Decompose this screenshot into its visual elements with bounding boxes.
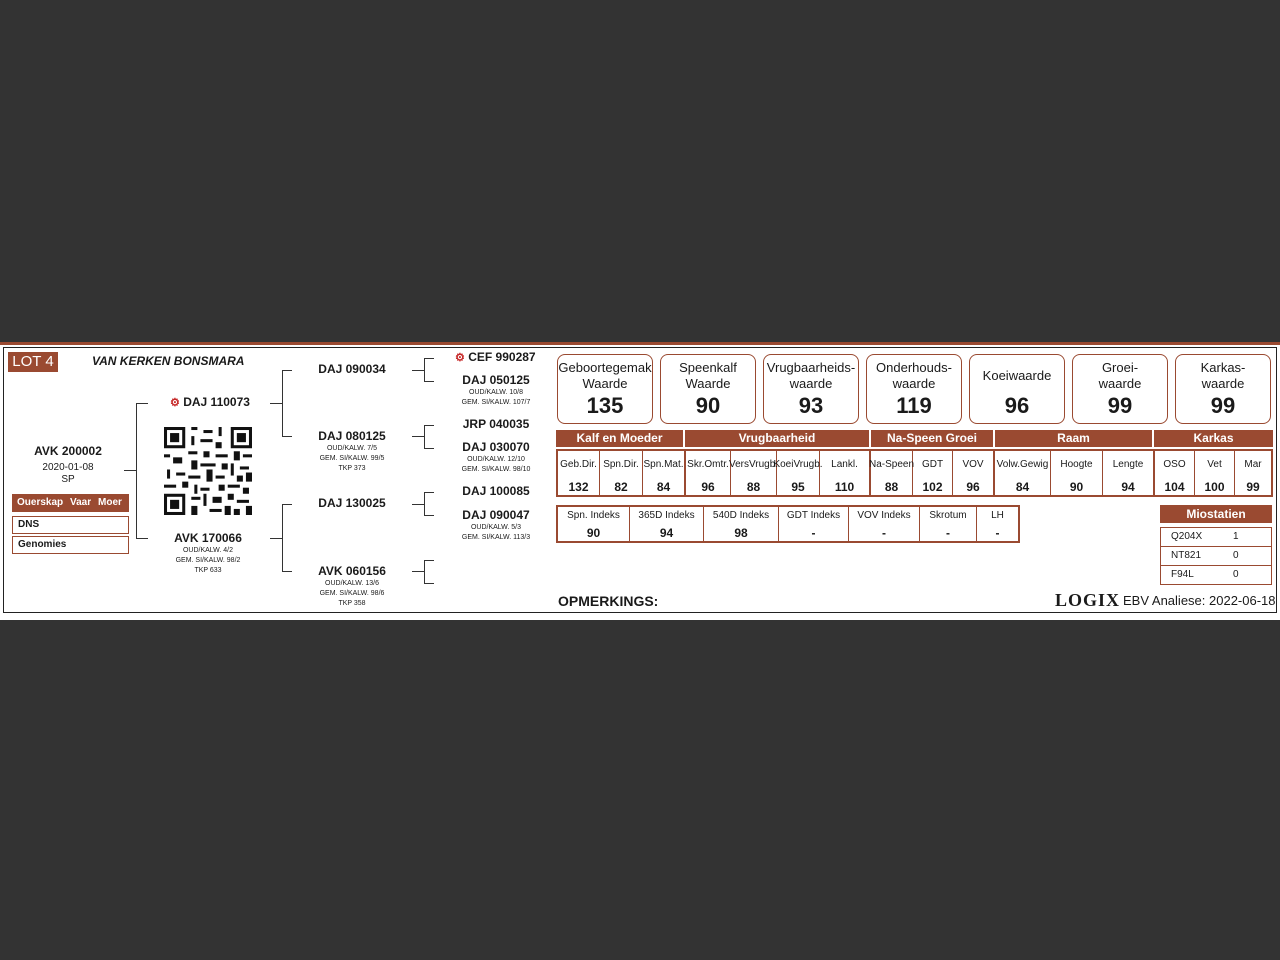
miostatien-row: NT821 0 [1160,547,1272,566]
value-box [763,354,859,424]
ebv-cell: Geb. Dir. 132 [558,451,600,495]
index-cell: VOV Indeks - [849,507,920,541]
value-title: Vrugbaarheids- waarde [766,360,856,391]
pedigree-info: GEM. SI/KALW. 98/10 [461,466,531,473]
ebv-cell: VOV 96 [953,451,995,495]
pedigree-info: OUD/KALW. 7/5 [326,445,378,452]
sire [170,395,250,409]
pedigree-info: OUD/KALW. 5/3 [470,524,522,531]
lot-label: LOT 4 [8,352,58,372]
ebv-cell: Spn. Dir. 82 [600,451,643,495]
moer-label: Moer [98,497,122,508]
index-cell: LH - [991,510,1004,540]
animal-id: AVK 200002 [34,444,102,458]
value-box [1072,354,1168,424]
connector [282,504,292,505]
value-box [660,354,756,424]
value-box [557,354,653,424]
ebv-cell: Lengte 94 [1103,451,1155,495]
value-number: 135 [586,393,624,418]
miostatien-row: F94L 0 [1160,566,1272,585]
dam-info: TKP 633 [194,567,222,574]
cattle-icon: ⚙ [170,397,180,409]
dns-row: DNS [12,516,129,534]
pedigree-info: GEM. SI/KALW. 107/7 [461,399,531,406]
animal-card [0,342,1280,620]
analysis-date: EBV Analiese: 2022-06-18 [1123,593,1276,608]
connector [412,504,424,505]
value-title: Karkas- waarde [1200,360,1246,391]
pedigree-gen3 [455,350,536,364]
group-header: Karkas [1154,430,1273,447]
dam-id: AVK 170066 [174,531,242,545]
ebv-cell: Na- Speen 88 [871,451,913,495]
connector [424,560,434,561]
pedigree-gen2: DAJ 090034 [318,362,386,376]
group-header: Vrugbaarheid [685,430,869,447]
dam-info: OUD/KALW. 4/2 [182,547,234,554]
ebv-cell: Hoogte 90 [1051,451,1103,495]
pedigree-gen3: JRP 040035 [462,417,530,431]
pedigree-gen3: DAJ 090047 [462,508,530,522]
connector [412,436,424,437]
value-title: Geboortegemak Waarde [558,360,652,391]
index-cell: 540D Indeks 98 [704,507,779,541]
genomies-row: Genomies [12,536,129,554]
ebv-cell: Mar 99 [1244,459,1262,494]
pedigree-gen3: DAJ 030070 [462,440,530,454]
group-header: Na-Speen Groei [871,430,993,447]
pedigree-info: TKP 373 [338,465,366,472]
ebv-cell: Spn. Mat. 84 [643,451,686,495]
value-title: Speenkalf Waarde [679,360,737,391]
pedigree-info: GEM. SI/KALW. 99/5 [319,455,385,462]
pedigree-info: OUD/KALW. 10/8 [469,389,523,396]
ebv-cell: Skr. Omtr. 96 [686,451,731,495]
index-cell: Spn. Indeks 90 [558,507,630,541]
connector [282,370,283,437]
qr-code-icon[interactable] [164,427,252,515]
connector [424,448,434,449]
value-box [1175,354,1271,424]
connector [412,370,424,371]
connector [424,583,434,584]
top-border [0,342,1280,345]
connector [282,504,283,572]
ebv-cell: Lankl. 110 [820,451,871,495]
ebv-cell: GDT 102 [913,451,953,495]
ebv-cell: Vers Vrugb. 88 [731,451,777,495]
value-box [866,354,962,424]
connector [424,358,434,359]
dam-info: GEM. SI/KALW. 98/2 [175,557,241,564]
connector [282,571,292,572]
sire-id: DAJ 110073 [183,395,250,409]
pedigree-gen3-id: CEF 990287 [468,350,536,364]
connector [424,425,434,426]
connector [424,492,425,516]
value-title: Groei- waarde [1098,360,1142,391]
pedigree-info: GEM. SI/KALW. 113/3 [461,534,531,541]
pedigree-gen2: DAJ 130025 [318,496,386,510]
pedigree-info: OUD/KALW. 13/6 [325,580,379,587]
connector [424,358,425,382]
value-number: 93 [798,393,824,418]
vaar-label: Vaar [70,497,92,508]
connector [412,571,424,572]
connector [282,436,292,437]
connector [282,370,292,371]
ebv-cell: Koei Vrugb. 95 [777,451,820,495]
opmerkings-label: OPMERKINGS: [558,593,659,609]
connector [124,470,136,471]
value-number: 96 [1004,393,1030,418]
miostatien-table [1160,505,1272,585]
connector [136,403,137,539]
value-number: 119 [896,393,932,418]
ebv-cell: Volw. Gewig 84 [995,451,1051,495]
index-table [556,505,1020,543]
connector [424,381,434,382]
index-cell: GDT Indeks - [779,507,849,541]
connector [424,560,425,584]
value-title: Koeiwaarde [982,368,1052,383]
connector [270,538,282,539]
pedigree-info: TKP 358 [338,600,366,607]
ebv-cell: OSO 104 [1155,451,1195,495]
index-cell: Skrotum - [920,507,977,541]
connector [424,425,425,449]
connector [424,492,434,493]
pedigree-gen3: DAJ 100085 [462,484,530,498]
value-number: 99 [1107,393,1133,418]
group-header: Kalf en Moeder [556,430,683,447]
miostatien-row: Q204X 1 [1160,527,1272,547]
value-box [969,354,1065,424]
pedigree-gen3: DAJ 050125 [462,373,530,387]
birth-date: 2020-01-08 [42,462,94,473]
ouerskap-label: Ouerskap [17,497,64,508]
connector [136,403,148,404]
ebv-table [556,449,1273,497]
index-cell: 365D Indeks 94 [630,507,704,541]
connector [136,538,148,539]
ebv-cell: Vet 100 [1195,451,1235,495]
pedigree-gen2: AVK 060156 [318,564,386,578]
pedigree-info: OUD/KALW. 12/10 [467,456,525,463]
cattle-icon: ⚙ [455,352,465,364]
group-header: Raam [995,430,1152,447]
connector [270,403,282,404]
connector [424,515,434,516]
value-number: 99 [1210,393,1236,418]
value-number: 90 [695,393,721,418]
pedigree-info: GEM. SI/KALW. 98/6 [319,590,385,597]
animal-code: SP [61,474,75,485]
farm-name: VAN KERKEN BONSMARA [92,354,245,368]
miostatien-header: Miostatien [1160,505,1272,523]
logix-logo: LOGIX [1055,590,1121,610]
pedigree-gen2: DAJ 080125 [318,429,386,443]
value-title: Onderhouds- waarde [876,360,952,391]
ouerskap-header [12,494,129,512]
